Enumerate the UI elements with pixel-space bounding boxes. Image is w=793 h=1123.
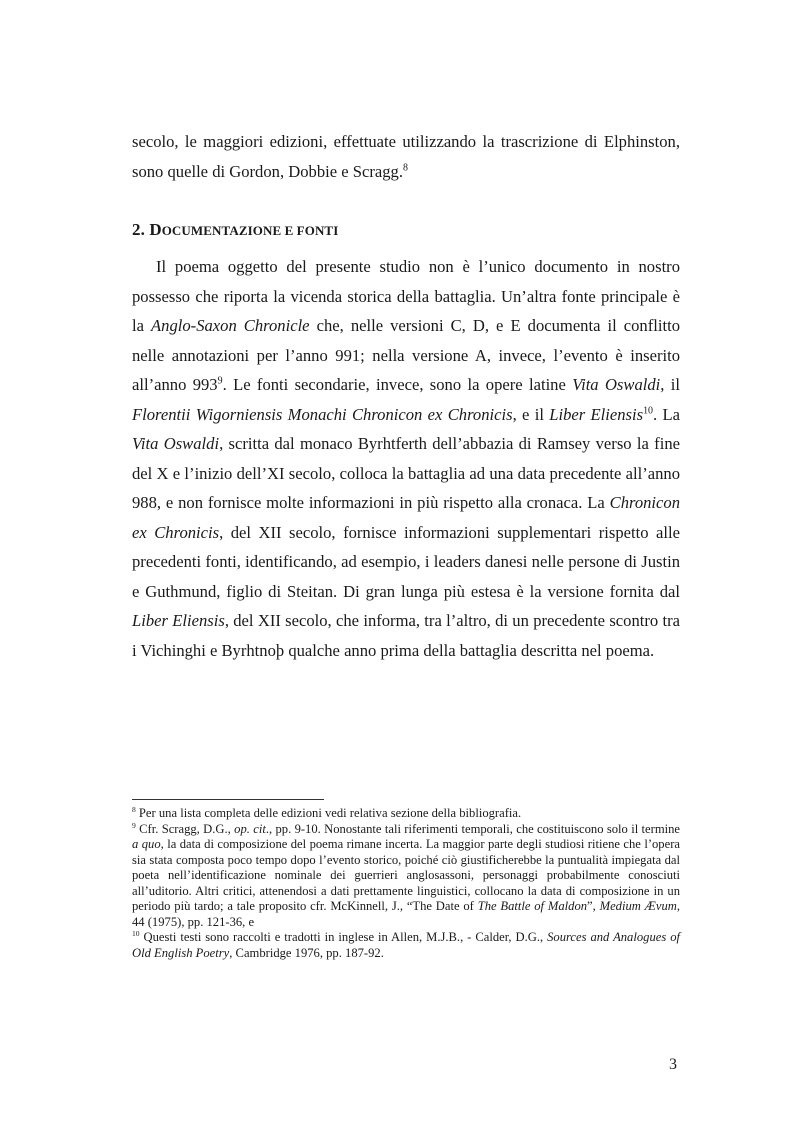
page-number: 3 [669,1056,677,1073]
main-text: , scritta dal monaco Byrhtferth dell’abbazia di Ramsey verso la fine del X e l’inizio dell’XI secolo, colloca la battaglia ad una data precedente all’anno 988, e non fornisce molte informazioni in più rispetto alla cronaca. La [132,434,680,512]
heading-number: 2. [132,220,150,239]
footnote-number: 8 [132,804,136,814]
main-text: Il poema oggetto del presente studio non è l’unico documento in nostro possesso che riporta la vicenda storica della battaglia. Un’altra fonte principale è la [132,257,680,335]
footnote-text: Cfr. Scragg, D.G., [135,821,235,836]
main-text: , del XII secolo, fornisce informazioni supplementari rispetto alle precedenti fonti, identificando, ad esempio, i leaders danesi nelle persone di Justin e Guthmund, figlio di Steitan. Di gran lunga più estesa è la versione fornita dal [132,522,680,601]
footnote-separator [132,799,324,800]
main-text: . Le fonti secondarie, invece, sono la opere latine [222,375,573,394]
footnote-italic: op. cit [234,821,266,836]
main-paragraph [132,252,680,665]
footnote-ref-8[interactable]: 8 [402,161,408,173]
heading-first-cap: D [149,220,162,239]
footnote-8 [132,806,680,822]
footnotes [132,806,680,961]
footnote-italic: Medium Ævum [599,899,677,913]
footnote-text: , la data di composizione del poema rimane incerta. La maggior parte degli studiosi ritiene che l’opera sia stata composta poco tempo dopo l’evento storico, poiché ciò giustificherebbe la puntualità impiegata dal poeta nell’identificazione nominale dei guerrieri anglosassoni, personaggi probabilmente conosciuti all’uditorio. Altri critici, attenendosi a dati prettamente linguistici, collocano la data di composizione in un periodo più tardo; a tale proposito cfr. McKinnell, J., “The Date of [132,837,680,913]
italic-title-vita-oswaldi: Vita Oswaldi [132,434,220,453]
footnote-italic: a quo [132,837,161,851]
italic-title-liber-eliensis: Liber Eliensis [132,611,225,630]
heading-rest: OCUMENTAZIONE E FONTI [161,223,339,238]
italic-title-florentii: Florentii Wigorniensis Monachi Chronicon ex Chronicis [132,404,513,424]
footnote-text: ., pp. 9-10. Nonostante tali riferimenti temporali, che costituiscono solo il termine [265,821,680,836]
footnote-text: Per una lista completa delle edizioni vedi relativa sezione della bibliografia. [135,806,522,820]
footnote-text: Questi testi sono raccolti e tradotti in inglese in Allen, M.J.B., - Calder, D.G., [139,930,548,944]
main-text: . La [653,404,680,424]
footnote-10 [132,930,680,961]
italic-title-chronicon-ex-chronicis: Chronicon ex Chronicis [132,493,680,542]
footnote-number: 10 [132,928,140,938]
italic-title-vita-oswaldi: Vita Oswaldi [572,375,661,394]
footnote-text: ”, [587,899,600,913]
section-heading [132,220,338,240]
italic-title-anglo-saxon-chronicle: Anglo-Saxon Chronicle [151,316,310,335]
main-text: , e il [512,404,550,424]
main-text: , il [660,375,680,394]
footnote-text: , 44 (1975), pp. 121-36, e [132,899,680,929]
footnote-italic: Sources and Analogues of Old English Poetry [132,930,680,960]
italic-title-liber-eliensis: Liber Eliensis [549,404,644,424]
footnote-ref-10[interactable]: 10 [643,404,654,416]
footnote-number: 9 [132,820,136,830]
main-text: che, nelle versioni C, D, e E documenta il conflitto nelle annotazioni per l’anno 991; nella versione A, invece, l’evento è inserito all’anno 993 [132,316,680,394]
intro-paragraph [132,127,680,186]
footnote-italic: The Battle of Maldon [477,899,588,913]
intro-text: secolo, le maggiori edizioni, effettuate utilizzando la trascrizione di Elphinston, sono quelle di Gordon, Dobbie e Scragg. [132,132,680,181]
main-text: , del XII secolo, che informa, tra l’altro, di un precedente scontro tra i Vichinghi e Byrhtnoþ qualche anno prima della battaglia descritta nel poema. [132,611,680,660]
footnote-text: , Cambridge 1976, pp. 187-92. [229,945,384,960]
footnote-ref-9[interactable]: 9 [217,375,223,387]
footnote-9 [132,822,680,931]
